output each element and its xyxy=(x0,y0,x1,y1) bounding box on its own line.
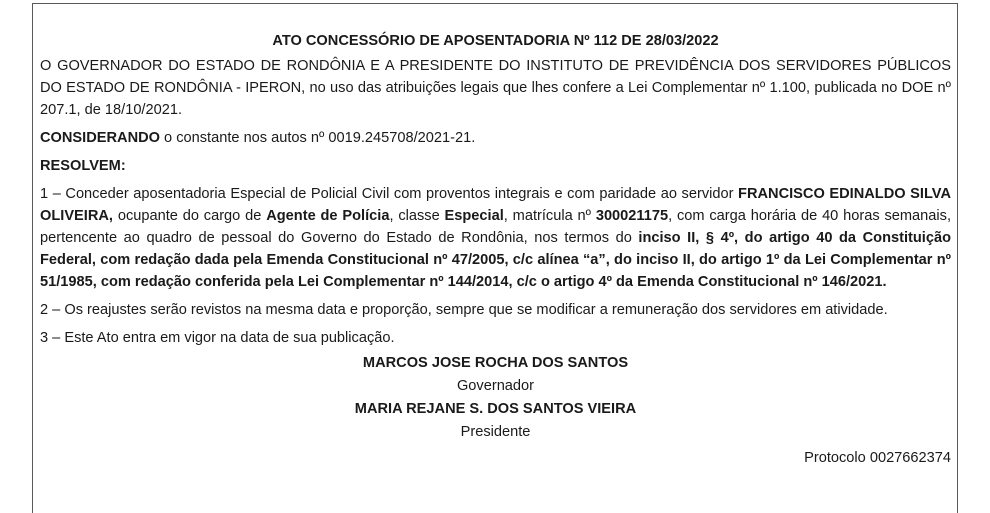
item-3-paragraph: 3 – Este Ato entra em vigor na data de sua publicação. xyxy=(40,330,395,346)
left-border xyxy=(32,3,33,513)
resolvem-label: RESOLVEM: xyxy=(40,158,126,174)
item-1-text-d: , matrícula nº xyxy=(503,208,596,224)
signatory-1-role: Governador xyxy=(456,378,535,394)
right-border xyxy=(957,3,958,513)
item-1-text-c: , classe xyxy=(389,208,445,224)
top-border xyxy=(32,3,958,4)
considerando-label: CONSIDERANDO xyxy=(40,130,160,146)
cargo: Agente de Polícia xyxy=(266,208,390,224)
servidor-name: FRANCISCO EDINALDO SILVA OLIVEIRA, xyxy=(40,186,951,224)
classe: Especial xyxy=(444,208,504,224)
protocol-number: Protocolo 0027662374 xyxy=(804,450,951,466)
item-2-paragraph: 2 – Os reajustes serão revistos na mesma data e proporção, sempre que se modificar a remuneração dos servidores em atividade. xyxy=(40,302,888,318)
item-1-text-a: 1 – Conceder aposentadoria Especial de Policial Civil com proventos integrais e com paridade ao servidor xyxy=(40,186,739,202)
resolvem-heading xyxy=(40,155,951,177)
document-title: ATO CONCESSÓRIO DE APOSENTADORIA Nº 112 DE 28/03/2022 xyxy=(272,33,719,49)
considerando-text: o constante nos autos nº 0019.245708/2021-21. xyxy=(160,130,476,146)
item-1-text-e: , com carga horária de 40 horas semanais, pertencente ao quadro de pessoal do Governo do Estado de Rondônia, nos termos do xyxy=(40,208,951,246)
item-1-paragraph xyxy=(40,183,951,293)
signatory-2-role: Presidente xyxy=(460,424,531,440)
signatory-1-name: MARCOS JOSE ROCHA DOS SANTOS xyxy=(362,355,629,371)
item-1-text-b: ocupante do cargo de xyxy=(112,208,267,224)
matricula: 300021175 xyxy=(595,208,669,224)
preamble-paragraph: O GOVERNADOR DO ESTADO DE RONDÔNIA E A PRESIDENTE DO INSTITUTO DE PREVIDÊNCIA DOS SERVIDORES PÚBLICOS DO ESTADO DE RONDÔNIA - IPERON, no uso das atribuições legais que lhes confere a Lei Complementar nº 1.100, publicada no DOE nº 207.1, de 18/10/2021. xyxy=(40,58,951,118)
signatory-2-name: MARIA REJANE S. DOS SANTOS VIEIRA xyxy=(354,401,637,417)
considerando-paragraph xyxy=(40,127,951,149)
legal-basis: inciso II, § 4º, do artigo 40 da Constituição Federal, com redação dada pela Emenda Constitucional nº 47/2005, c/c alínea “a”, do inciso II, do artigo 1º da Lei Complementar nº 51/1985, com redação conferida pela Lei Complementar nº 144/2014, c/c o artigo 4º da Emenda Constitucional nº 146/2021. xyxy=(40,230,951,290)
document-body xyxy=(40,30,951,469)
